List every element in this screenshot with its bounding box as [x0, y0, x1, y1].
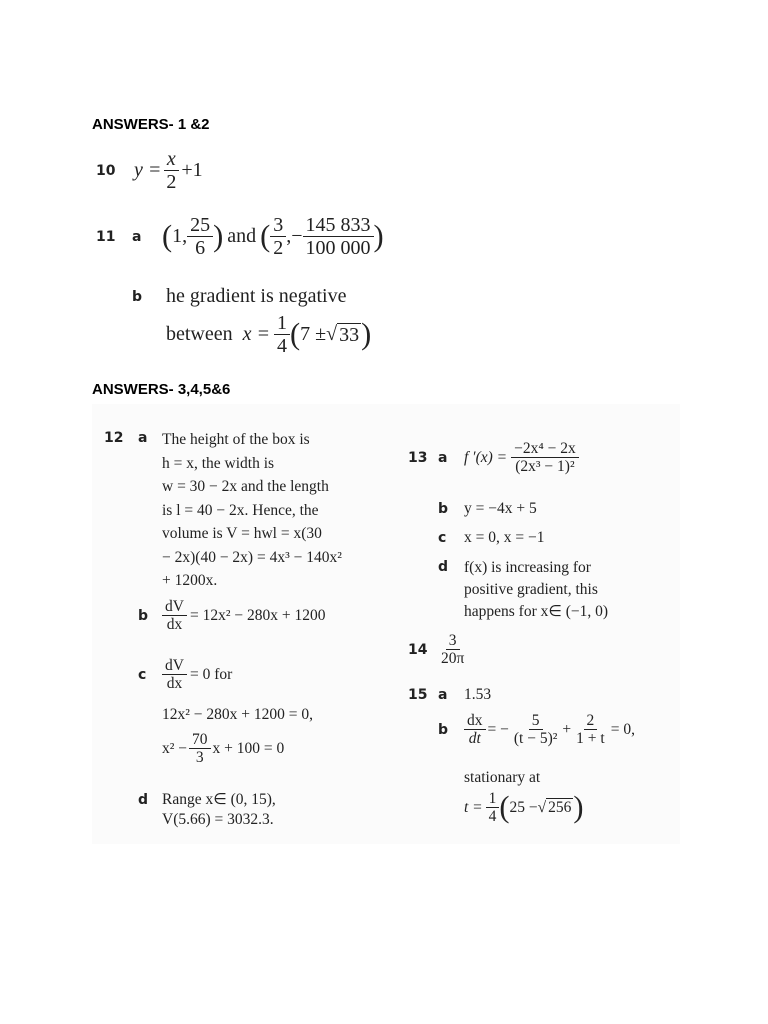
text-line: positive gradient, this: [464, 581, 598, 598]
text-line: − 2x)(40 − 2x) = 4x³ − 140x²: [162, 548, 342, 566]
fraction: [270, 214, 286, 259]
part-label: d: [438, 559, 449, 575]
answer-12: [104, 428, 342, 593]
equation-rhs: = 0 for: [189, 665, 233, 683]
numerator: dx: [464, 712, 486, 730]
text-line: f(x) is increasing for: [464, 559, 591, 576]
answer-15b: [438, 712, 635, 747]
answer-14: [408, 632, 467, 667]
equation-lhs: y =: [134, 159, 162, 181]
inner-expression: 7 ±: [300, 323, 327, 345]
text-line: w = 30 − 2x and the length: [162, 478, 329, 495]
equation-lhs: x =: [242, 323, 271, 345]
question-number: 11: [96, 228, 116, 245]
part-label: b: [138, 607, 149, 624]
denominator: 4: [277, 335, 288, 357]
part-label: a: [438, 687, 448, 703]
fraction: [511, 440, 579, 475]
answer-11a: 11 a ( 1, $\frac{25}{6}$ ) and ( $\frac{3}{2}$ ,− $\frac{145 833}{100 000}$ ): [96, 214, 384, 259]
numerator: 1: [486, 790, 500, 808]
fraction: [162, 657, 187, 692]
fraction: [438, 632, 467, 667]
text-line: volume is V = hwl = x(30: [162, 525, 322, 542]
answer-11b: b he gradient is negative between x = $\frac{1}{4}$ ( 7 ± √ 33 ): [132, 285, 372, 357]
part-label: b: [438, 721, 449, 738]
numerator: 25: [187, 214, 213, 237]
expression: x + 100 = 0: [212, 739, 285, 757]
answer-13d: [438, 557, 608, 623]
question-number: 10: [96, 162, 116, 179]
answer-13a: [408, 440, 579, 475]
part-label: c: [138, 666, 147, 683]
answer-15b-result: t = $\frac{1}{4}$ ( 25 − √ 256 ): [464, 790, 584, 826]
part-label: a: [138, 430, 148, 446]
part-label: b: [132, 288, 143, 305]
denominator: 4: [488, 808, 497, 826]
text-line: he gradient is negative: [166, 285, 347, 307]
answer-12c: [104, 657, 232, 692]
numerator: x: [164, 148, 179, 171]
heading-answers-3-6: ANSWERS- 3,4,5&6: [92, 381, 231, 398]
denominator: 3: [195, 749, 204, 767]
fraction: [274, 312, 290, 357]
radicand: 256: [548, 799, 572, 817]
inner-expression: 25 −: [509, 798, 538, 816]
numerator: dV: [162, 657, 187, 675]
text-line: happens for x∈ (−1, 0): [464, 603, 609, 620]
fraction: [303, 214, 374, 259]
part-label: c: [438, 530, 447, 546]
fraction: [486, 790, 500, 825]
text-line: is l = 40 − 2x. Hence, the: [162, 501, 319, 519]
numerator: 145 833: [303, 214, 374, 237]
text-line: h = x, the width is: [162, 454, 275, 472]
text-line: The height of the box is: [162, 431, 310, 448]
text-line: Range x∈ (0, 15),: [162, 791, 276, 808]
question-number: 13: [408, 449, 428, 466]
answer-13c: [438, 529, 544, 547]
text-line: V(5.66) = 3032.3.: [162, 811, 274, 828]
part-label: b: [438, 501, 449, 517]
fraction: [187, 214, 213, 259]
numerator: 1: [274, 312, 290, 335]
answer-text: y = −4x + 5: [464, 500, 537, 517]
question-number: 15: [408, 687, 428, 703]
denominator: 20π: [441, 650, 465, 668]
question-number: 14: [408, 641, 428, 658]
answer-text: x = 0, x = −1: [464, 529, 545, 546]
numerator: 2: [584, 712, 598, 730]
operator: = −: [487, 720, 509, 738]
equation-line: [162, 731, 284, 766]
fraction: [163, 148, 179, 193]
and-text: and: [227, 225, 257, 247]
part-label: d: [138, 791, 149, 808]
denominator: 2: [273, 237, 284, 259]
numerator: 5: [529, 712, 543, 730]
denominator: (t − 5)²: [513, 730, 558, 748]
part-d-text: [464, 557, 608, 623]
denominator: dx: [166, 616, 183, 634]
answer-text: 1.53: [464, 686, 492, 703]
point1-x: 1,: [172, 225, 188, 247]
part-label: a: [438, 449, 448, 466]
question-number: 12: [104, 430, 124, 446]
fraction: [189, 731, 211, 766]
text-line: stationary at: [464, 769, 541, 786]
equation-lhs: t =: [464, 798, 483, 816]
fraction: [162, 598, 187, 633]
denominator: dt: [468, 730, 481, 748]
answer-10: [96, 148, 203, 193]
text-line: between: [166, 323, 233, 345]
denominator: 2: [166, 171, 177, 193]
numerator: −2x⁴ − 2x: [511, 440, 579, 458]
equation-lhs: f ′(x) =: [464, 448, 508, 466]
equation-rhs: = 12x² − 280x + 1200: [189, 606, 326, 624]
answer-12d: [104, 790, 276, 829]
denominator: 1 + t: [576, 730, 605, 748]
answer-13b: [438, 500, 537, 518]
numerator: 3: [270, 214, 286, 237]
denominator: (2x³ − 1)²: [515, 458, 575, 476]
radicand: 33: [339, 323, 360, 346]
fraction: [464, 712, 486, 747]
fraction: [573, 712, 608, 747]
answer-15a: [408, 686, 491, 704]
denominator: dx: [166, 675, 183, 693]
fraction: [511, 712, 561, 747]
numerator: 3: [446, 632, 460, 650]
part-label: a: [132, 228, 142, 245]
separator: ,−: [286, 225, 303, 247]
equation-tail: = 0,: [610, 720, 635, 738]
denominator: 100 000: [305, 237, 371, 259]
operator: +: [562, 720, 572, 738]
text-line: + 1200x.: [162, 572, 218, 589]
equation-tail: +1: [181, 159, 203, 181]
part-a-text: [162, 428, 342, 593]
expression: x² −: [162, 739, 188, 757]
heading-answers-1-2: ANSWERS- 1 &2: [92, 116, 210, 133]
numerator: dV: [162, 598, 187, 616]
numerator: 70: [189, 731, 211, 749]
text-line: 12x² − 280x + 1200 = 0,: [162, 706, 313, 723]
answer-12b: [104, 598, 325, 633]
denominator: 6: [195, 237, 206, 259]
